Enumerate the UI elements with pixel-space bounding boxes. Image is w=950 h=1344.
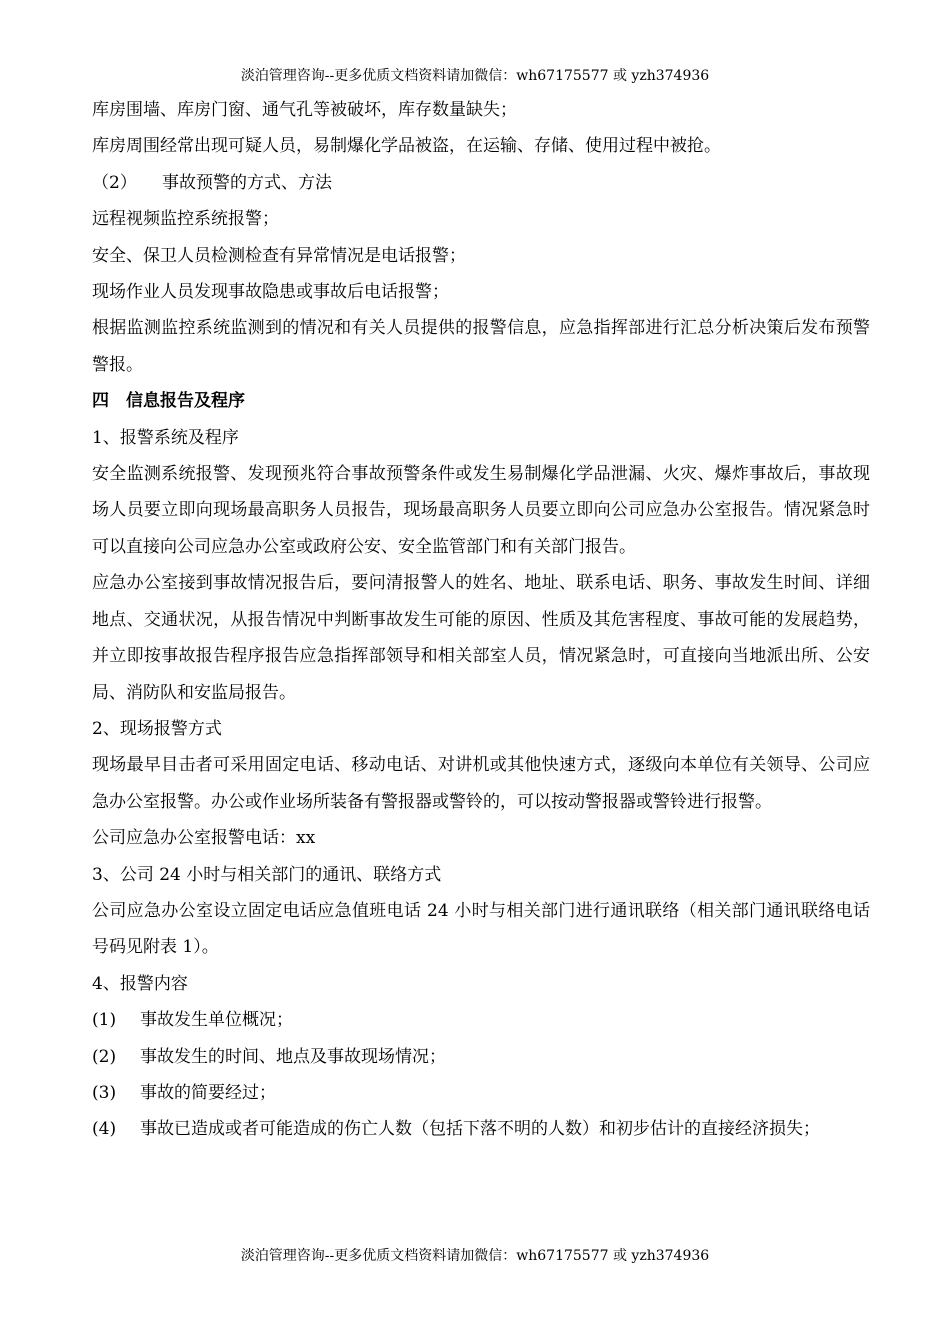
subsection-title-text: 事故预警的方式、方法 [162, 172, 332, 193]
list-item [92, 1111, 870, 1147]
list-item [92, 1075, 870, 1111]
paragraph: 应急办公室接到事故情况报告后，要问清报警人的姓名、地址、联系电话、职务、事故发生时间、详细地点、交通状况，从报告情况中判断事故发生可能的原因、性质及其危害程度、事故可能的发展趋势，并立即按事故报告程序报告应急指挥部领导和相关部室人员，情况紧急时，可直接向当地派出所、公安局、消防队和安监局报告。 [92, 573, 870, 703]
list-item-text: 事故已造成或者可能造成的伤亡人数（包括下落不明的人数）和初步估计的直接经济损失； [140, 1119, 820, 1140]
list-item [92, 1039, 870, 1075]
subsection-title: 2、现场报警方式 [92, 718, 222, 739]
list-item-number: (3) [92, 1082, 117, 1103]
list-item-number: (1) [92, 1010, 117, 1031]
page-header: 淡泊管理咨询--更多优质文档资料请加微信：wh67175577 或 yzh374936 [240, 68, 710, 84]
list-item-text: 事故发生的时间、地点及事故现场情况； [140, 1046, 446, 1067]
paragraph: 安全、保卫人员检测检查有异常情况是电话报警； [92, 245, 466, 266]
paragraph: 安全监测系统报警、发现预兆符合事故预警条件或发生易制爆化学品泄漏、火灾、爆炸事故后，事故现场人员要立即向现场最高职务人员报告，现场最高职务人员要立即向公司应急办公室报告。情况紧急时可以直接向公司应急办公室或政府公安、安全监管部门和有关部门报告。 [92, 464, 870, 557]
subsection-number: （2） [92, 172, 137, 193]
page-footer: 淡泊管理咨询--更多优质文档资料请加微信：wh67175577 或 yzh374936 [240, 1248, 710, 1264]
document-body [92, 92, 870, 1148]
section-heading: 四 信息报告及程序 [92, 391, 245, 412]
paragraph: 现场最早目击者可采用固定电话、移动电话、对讲机或其他快速方式，逐级向本单位有关领导、公司应急办公室报警。办公或作业场所装备有警报器或警铃的，可以按动警报器或警铃进行报警。 [92, 755, 870, 812]
subsection-title: 4、报警内容 [92, 973, 188, 994]
paragraph: 公司应急办公室报警电话：xx [92, 828, 316, 849]
paragraph: 公司应急办公室设立固定电话应急值班电话 24 小时与相关部门进行通讯联络（相关部门通讯联络电话号码见附表 1）。 [92, 900, 870, 958]
paragraph: 现场作业人员发现事故隐患或事故后电话报警； [92, 282, 449, 303]
list-item-number: (4) [92, 1119, 117, 1140]
paragraph: 根据监测监控系统监测到的情况和有关人员提供的报警信息，应急指挥部进行汇总分析决策后发布预警警报。 [92, 318, 870, 375]
subsection-title: 1、报警系统及程序 [92, 427, 239, 448]
paragraph: 远程视频监控系统报警； [92, 209, 279, 230]
list-item-number: (2) [92, 1046, 117, 1067]
paragraph: 库房围墙、库房门窗、通气孔等被破坏，库存数量缺失； [92, 100, 517, 120]
subsection-title: 3、公司 24 小时与相关部门的通讯、联络方式 [92, 864, 442, 885]
paragraph: 库房周围经常出现可疑人员，易制爆化学品被盗，在运输、存储、使用过程中被抢。 [92, 136, 721, 157]
list-item-text: 事故的简要经过； [140, 1082, 276, 1103]
list-item-text: 事故发生单位概况； [140, 1010, 293, 1031]
list-item [92, 1002, 870, 1038]
subsection-title [92, 165, 870, 201]
